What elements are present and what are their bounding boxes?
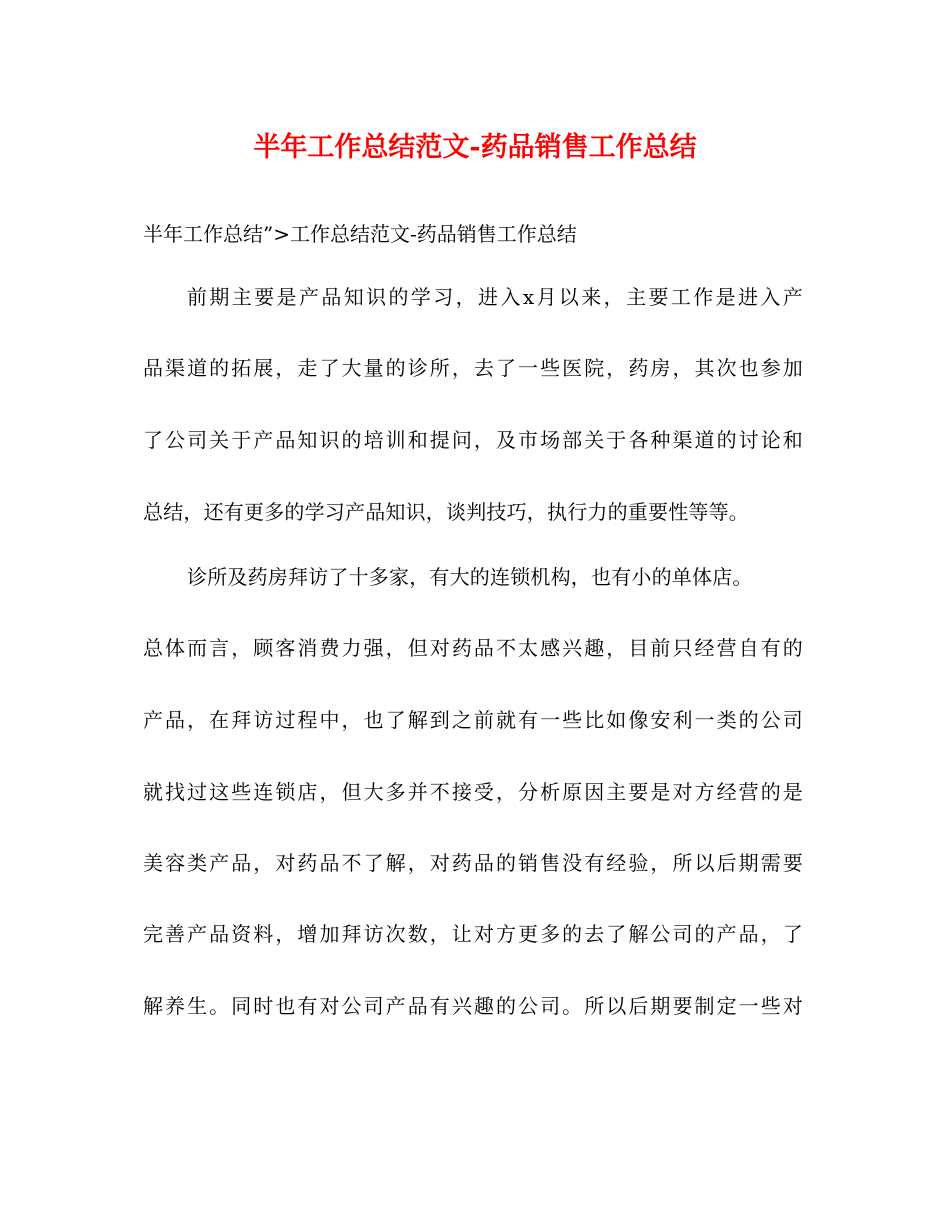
paragraph-2-line-2: 总体而言，顾客消费力强，但对药品不太感兴趣，目前只经营自有的 xyxy=(143,636,803,660)
paragraph-2-line-6: 完善产品资料，增加拜访次数，让对方更多的去了解公司的产品，了 xyxy=(143,922,803,946)
paragraph-1-line-2: 品渠道的拓展，走了大量的诊所，去了一些医院，药房，其次也参加 xyxy=(143,356,803,380)
paragraph-1-line-4: 总结，还有更多的学习产品知识，谈判技巧，执行力的重要性等等。 xyxy=(143,500,749,524)
document-title: 半年工作总结范文-药品销售工作总结 xyxy=(253,132,697,163)
paragraph-2-line-5: 美容类产品，对药品不了解，对药品的销售没有经验，所以后期需要 xyxy=(143,851,803,875)
breadcrumb: 半年工作总结”>工作总结范文-药品销售工作总结 xyxy=(143,222,577,246)
paragraph-2-line-3: 产品，在拜访过程中，也了解到之前就有一些比如像安利一类的公司 xyxy=(143,708,803,732)
paragraph-1-line-3: 了公司关于产品知识的培训和提问，及市场部关于各种渠道的讨论和 xyxy=(143,428,803,452)
paragraph-2-line-4: 就找过这些连锁店，但大多并不接受，分析原因主要是对方经营的是 xyxy=(143,780,803,804)
paragraph-2-line-1: 诊所及药房拜访了十多家，有大的连锁机构，也有小的单体店。 xyxy=(187,565,753,589)
paragraph-2-line-7: 解养生。同时也有对公司产品有兴趣的公司。所以后期要制定一些对 xyxy=(143,994,803,1018)
paragraph-1-line-1: 前期主要是产品知识的学习，进入x月以来，主要工作是进入产 xyxy=(187,285,803,309)
